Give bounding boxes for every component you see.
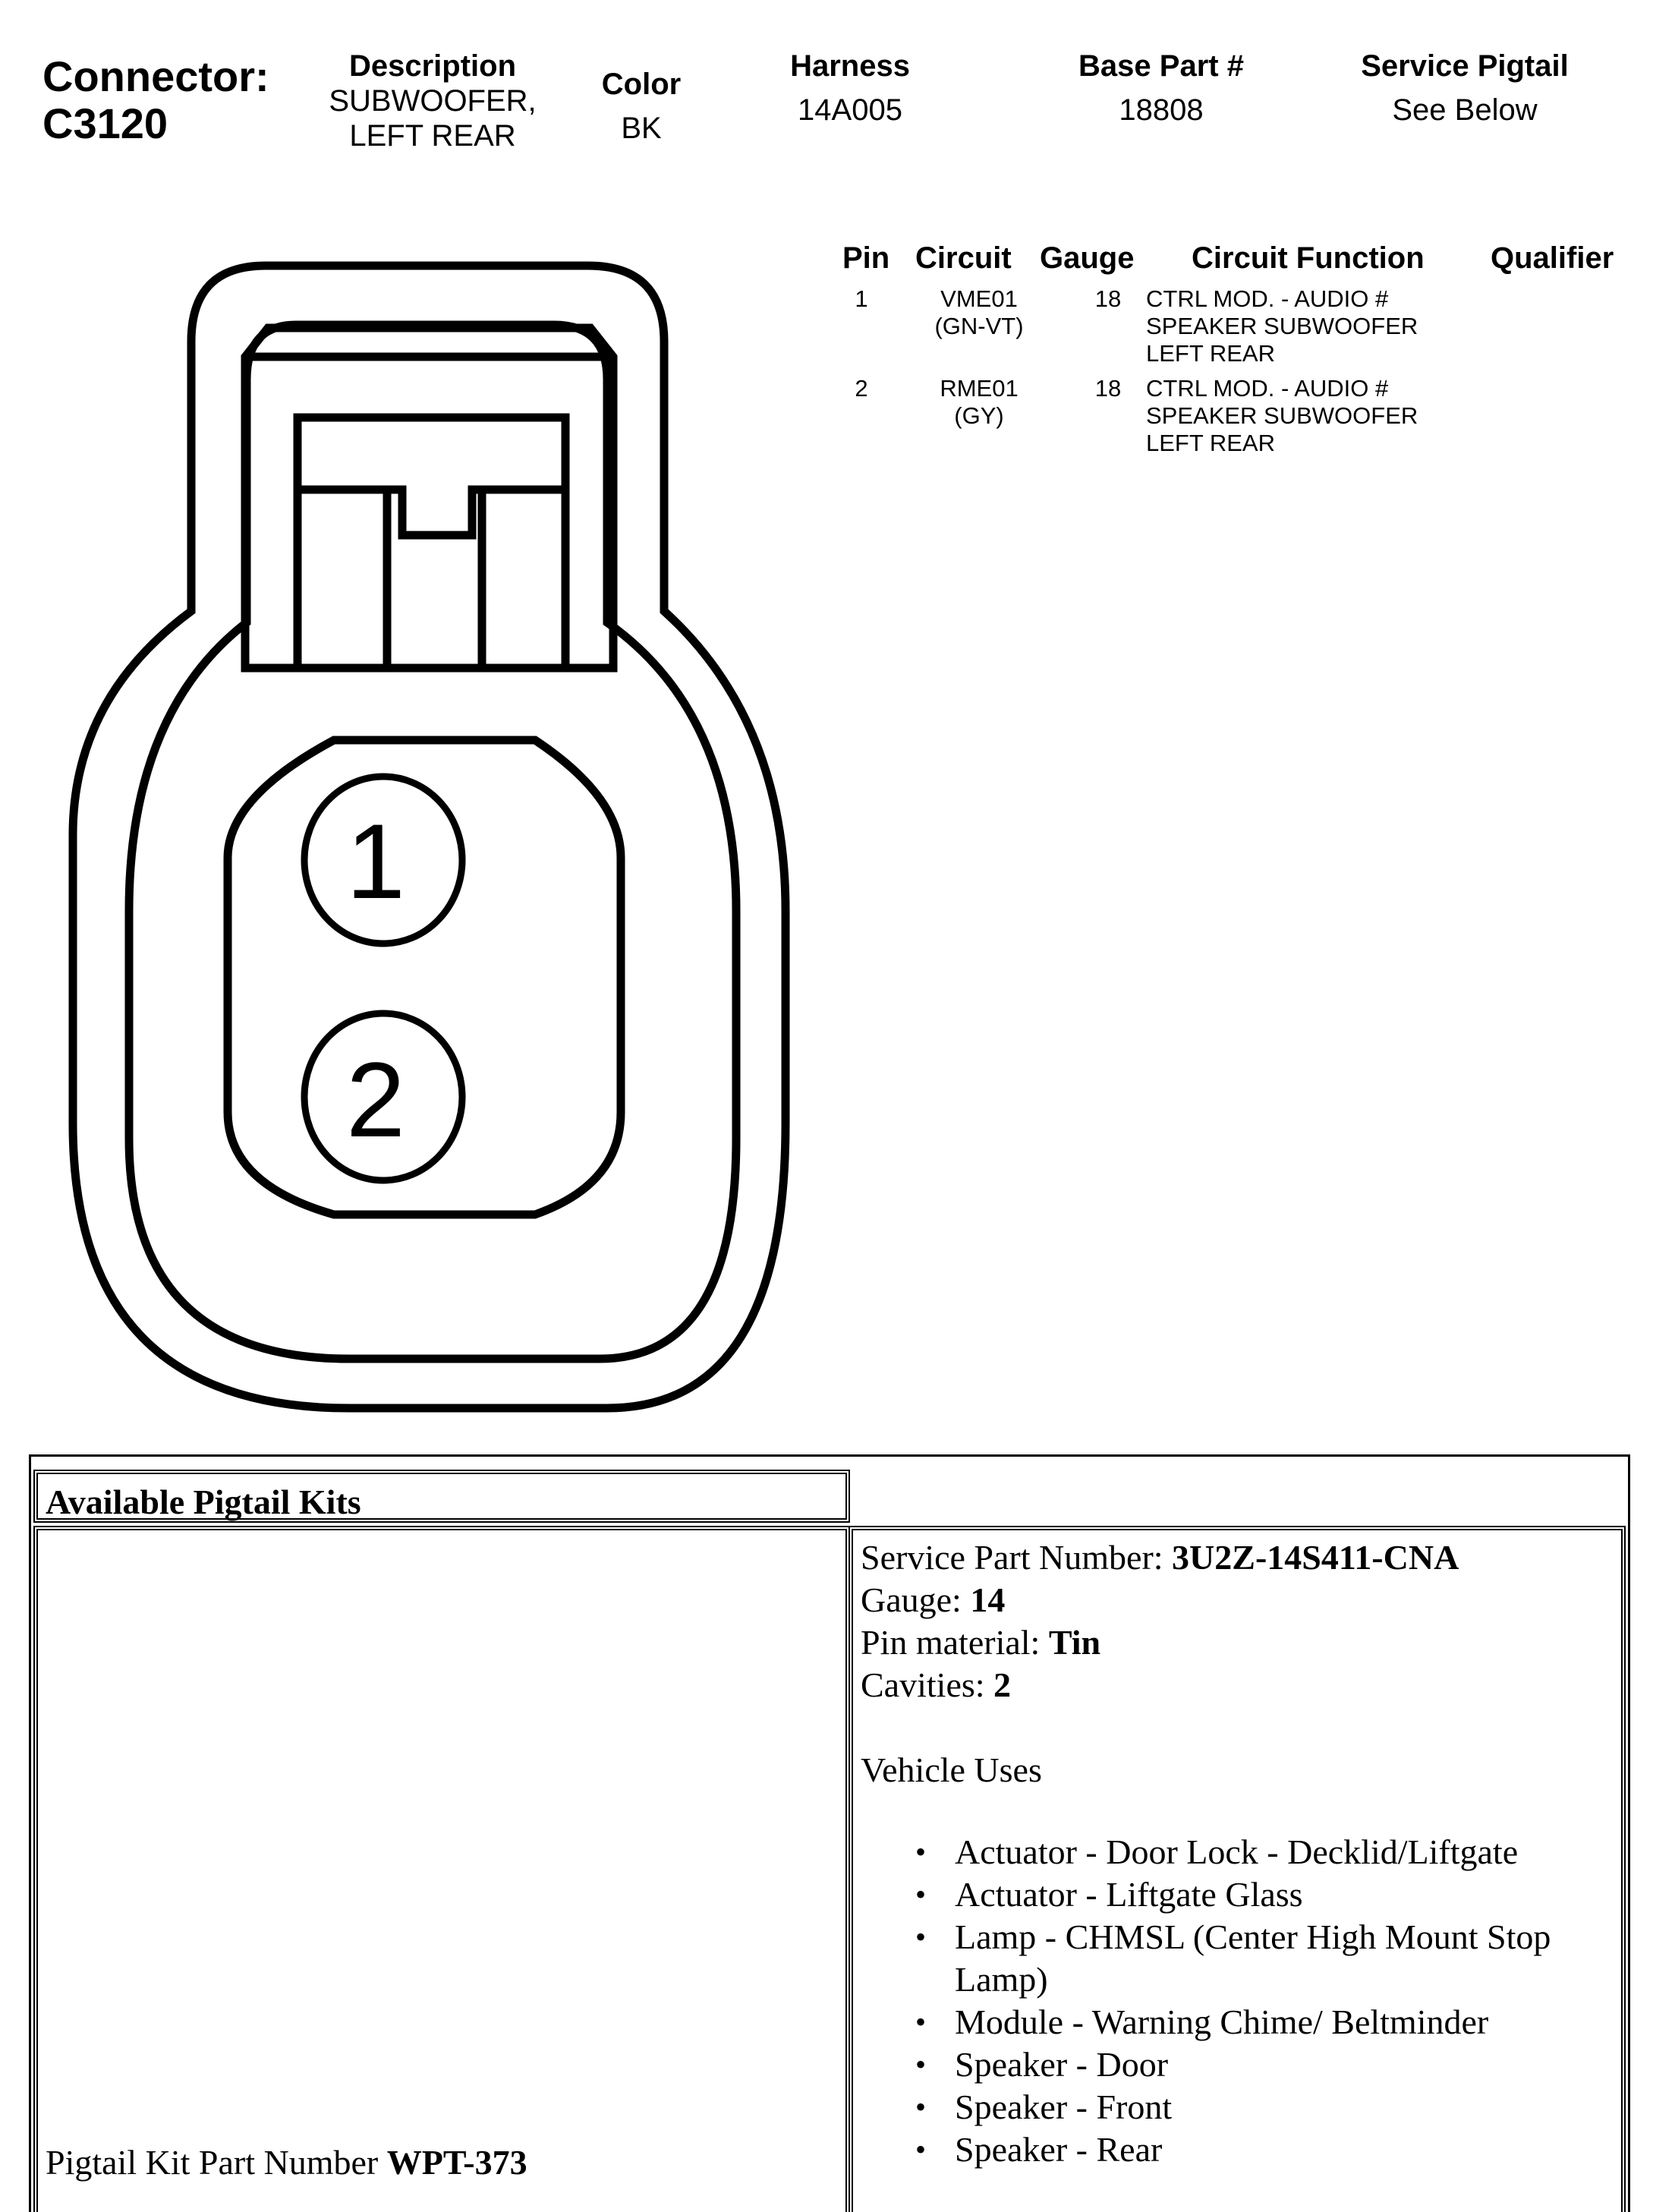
service-pigtail-value: See Below	[1392, 93, 1538, 127]
pin-material-line	[861, 1621, 1621, 1664]
wire-color: (GN-VT)	[934, 313, 1024, 339]
pigtail-kit-part-number	[46, 2142, 527, 2182]
pin-1-label: 1	[346, 802, 405, 921]
list-item: • Module - Warning Chime/ Beltminder	[861, 2001, 1621, 2043]
circuit-code: VME01	[940, 285, 1018, 312]
gauge-line	[861, 1579, 1621, 1621]
pigtail-kit-image-cell	[33, 1526, 850, 2212]
list-item	[861, 1916, 1621, 2001]
connector-label: Connector:	[43, 52, 269, 100]
latch-detail	[298, 418, 565, 668]
wire-color: (GY)	[954, 402, 1004, 429]
gauge-label: Gauge:	[861, 1580, 971, 1619]
harness-column	[759, 49, 941, 128]
vehicle-uses-list	[861, 1831, 1621, 2171]
function-line: SPEAKER SUBWOOFER	[1146, 402, 1418, 429]
circuit-function	[1146, 285, 1465, 367]
gauge-heading: Gauge	[1040, 241, 1135, 275]
gauge-value: 14	[970, 1580, 1006, 1619]
circuit-function-heading: Circuit Function	[1192, 241, 1425, 275]
cavities-label: Cavities:	[861, 1665, 994, 1704]
list-item: • Speaker - Front	[861, 2086, 1621, 2128]
circuit-function	[1146, 375, 1465, 457]
base-part-column	[1047, 49, 1275, 128]
function-line: LEFT REAR	[1146, 430, 1275, 456]
circuit-code: RME01	[940, 375, 1019, 402]
pin-cavity	[228, 740, 621, 1215]
pin-material-label: Pin material:	[861, 1623, 1049, 1662]
list-item-line: Lamp)	[955, 1960, 1048, 1999]
service-pigtail-column	[1336, 49, 1594, 128]
service-part-number	[861, 1536, 1621, 1579]
cavities-line	[861, 1664, 1621, 1706]
circuit-heading: Circuit	[915, 241, 1012, 275]
connector-face-diagram	[0, 228, 835, 1442]
description-heading: Description	[348, 49, 517, 83]
connector-id: C3120	[43, 99, 168, 147]
color-heading: Color	[601, 68, 682, 101]
service-part-label: Service Part Number:	[861, 1538, 1173, 1577]
harness-value: 14A005	[798, 93, 902, 127]
pigtail-kit-details	[853, 1530, 1621, 2171]
pigtail-kit-details-cell	[849, 1526, 1626, 2212]
kit-part-value: WPT-373	[386, 2143, 527, 2182]
description-column	[304, 49, 562, 153]
function-line: CTRL MOD. - AUDIO #	[1146, 375, 1389, 402]
color-value: BK	[621, 112, 662, 145]
pin-material-value: Tin	[1048, 1623, 1101, 1662]
kit-part-label: Pigtail Kit Part Number	[46, 2143, 387, 2182]
function-line: CTRL MOD. - AUDIO #	[1146, 285, 1389, 312]
service-pigtail-heading: Service Pigtail	[1361, 49, 1569, 83]
connector-inner-outline	[129, 325, 736, 1359]
color-column	[577, 67, 706, 146]
circuit-cell	[903, 285, 1055, 340]
function-line: LEFT REAR	[1146, 340, 1275, 367]
harness-heading: Harness	[790, 49, 910, 83]
list-item: • Actuator - Liftgate Glass	[861, 1873, 1621, 1916]
list-item: • Speaker - Rear	[861, 2128, 1621, 2171]
connector-outer-housing	[73, 266, 786, 1408]
service-part-value: 3U2Z-14S411-CNA	[1172, 1538, 1459, 1577]
circuit-cell	[903, 375, 1055, 430]
pin-number: 1	[855, 285, 868, 312]
list-item: • Actuator - Door Lock - Decklid/Liftgate	[861, 1831, 1621, 1873]
description-line-1: SUBWOOFER,	[329, 84, 537, 118]
pigtail-kits-header	[33, 1470, 850, 1523]
connector-title	[43, 53, 269, 147]
pin-2-label: 2	[346, 1040, 405, 1159]
base-part-value: 18808	[1119, 93, 1204, 127]
pin-number: 2	[855, 375, 868, 402]
gauge-value: 18	[1094, 375, 1122, 402]
list-item: • Speaker - Door	[861, 2043, 1621, 2086]
vehicle-uses-heading: Vehicle Uses	[861, 1750, 1042, 1789]
cavities-value: 2	[993, 1665, 1012, 1704]
function-line: SPEAKER SUBWOOFER	[1146, 313, 1418, 339]
pigtail-kits-title: Available Pigtail Kits	[46, 1483, 361, 1521]
base-part-heading: Base Part #	[1078, 49, 1244, 83]
pin-heading: Pin	[842, 241, 890, 275]
description-line-2: LEFT REAR	[349, 119, 516, 153]
qualifier-heading: Qualifier	[1491, 241, 1614, 275]
gauge-value: 18	[1094, 285, 1122, 312]
list-item-line: Lamp - CHMSL (Center High Mount Stop	[955, 1917, 1551, 1956]
